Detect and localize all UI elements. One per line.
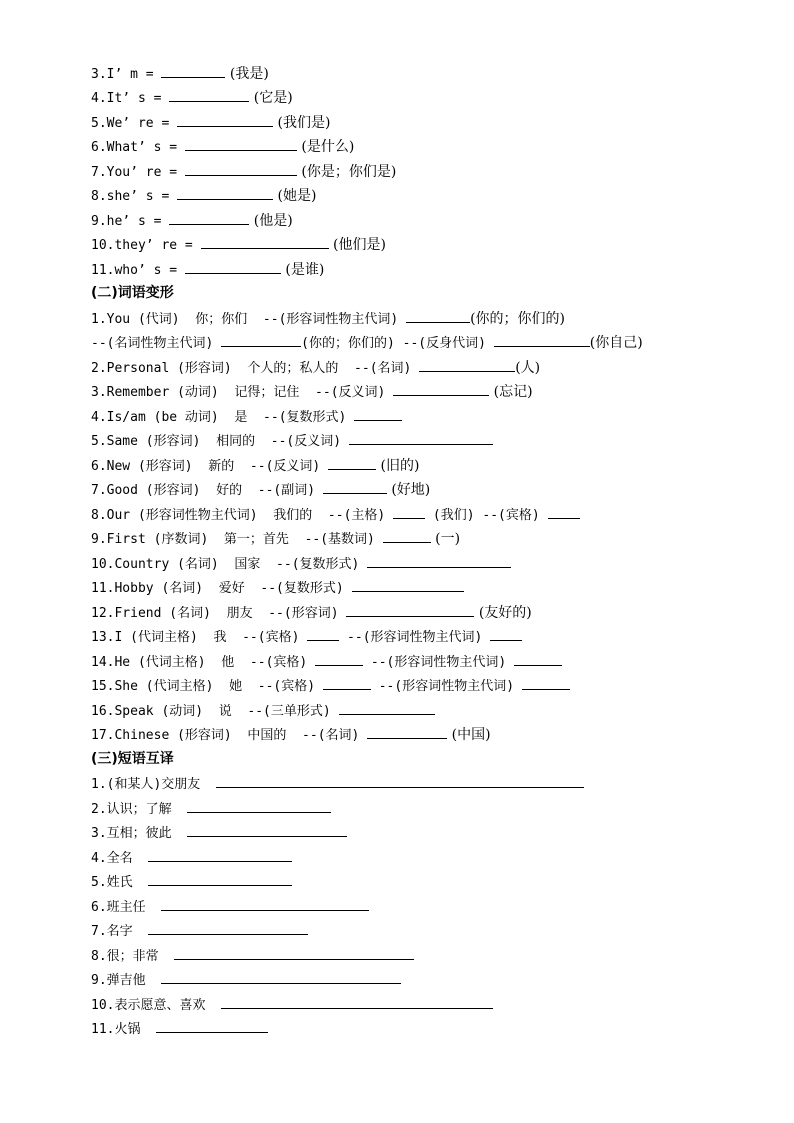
word-form-item: 17.Chinese (形容词) 中国的 --(名词) (中国) bbox=[91, 727, 491, 743]
answer-blank[interactable] bbox=[419, 359, 515, 372]
phrase-item: 1.(和某人)交朋友 bbox=[91, 775, 584, 793]
answer-blank[interactable] bbox=[161, 971, 401, 984]
phrase-item: 9.弹吉他 bbox=[91, 971, 401, 989]
contraction-item: 5.We’ re = (我们是) bbox=[91, 115, 331, 131]
answer-blank[interactable] bbox=[354, 408, 402, 421]
phrase-item: 5.姓氏 bbox=[91, 873, 292, 891]
answer-blank[interactable] bbox=[148, 849, 292, 862]
answer-blank[interactable] bbox=[383, 530, 431, 543]
word-form-item: 10.Country (名词) 国家 --(复数形式) bbox=[91, 555, 511, 573]
answer-blank[interactable] bbox=[393, 506, 425, 519]
answer-blank[interactable] bbox=[494, 334, 590, 347]
answer-blank[interactable] bbox=[339, 702, 435, 715]
answer-blank[interactable] bbox=[187, 824, 347, 837]
phrase-item: 2.认识；了解 bbox=[91, 800, 331, 818]
answer-blank[interactable] bbox=[148, 873, 292, 886]
answer-blank[interactable] bbox=[156, 1020, 268, 1033]
answer-blank[interactable] bbox=[185, 138, 297, 151]
answer-blank[interactable] bbox=[307, 628, 339, 641]
answer-blank[interactable] bbox=[216, 775, 584, 788]
phrase-item: 10.表示愿意、喜欢 bbox=[91, 996, 493, 1014]
word-form-item: 14.He (代词主格) 他 --(宾格) --(形容词性物主代词) bbox=[91, 653, 562, 671]
answer-blank[interactable] bbox=[161, 65, 225, 78]
answer-blank[interactable] bbox=[161, 898, 369, 911]
answer-blank[interactable] bbox=[514, 653, 562, 666]
answer-blank[interactable] bbox=[177, 187, 273, 200]
answer-blank[interactable] bbox=[393, 383, 489, 396]
answer-blank[interactable] bbox=[148, 922, 308, 935]
contraction-item: 6.What’ s = (是什么) bbox=[91, 139, 355, 155]
answer-blank[interactable] bbox=[367, 555, 511, 568]
word-form-item: 8.Our (形容词性物主代词) 我们的 --(主格) (我们) --(宾格) bbox=[91, 506, 580, 524]
answer-blank[interactable] bbox=[328, 457, 376, 470]
contraction-item: 3.I’ m = (我是) bbox=[91, 66, 269, 82]
phrase-item: 8.很；非常 bbox=[91, 947, 414, 965]
word-form-item: 6.New (形容词) 新的 --(反义词) (旧的) bbox=[91, 458, 420, 474]
phrase-item: 3.互相；彼此 bbox=[91, 824, 347, 842]
answer-blank[interactable] bbox=[352, 579, 464, 592]
phrase-item: 11.火锅 bbox=[91, 1020, 268, 1038]
word-form-item: 9.First (序数词) 第一；首先 --(基数词) (一) bbox=[91, 531, 461, 547]
answer-blank[interactable] bbox=[548, 506, 580, 519]
word-form-item: 5.Same (形容词) 相同的 --(反义词) bbox=[91, 432, 493, 450]
answer-blank[interactable] bbox=[221, 996, 493, 1009]
answer-blank[interactable] bbox=[185, 163, 297, 176]
word-form-item: 12.Friend (名词) 朋友 --(形容词) (友好的) bbox=[91, 605, 532, 621]
word-form-item: 13.I (代词主格) 我 --(宾格) --(形容词性物主代词) bbox=[91, 628, 522, 646]
answer-blank[interactable] bbox=[177, 114, 273, 127]
answer-blank[interactable] bbox=[349, 432, 493, 445]
word-form-item: 15.She (代词主格) 她 --(宾格) --(形容词性物主代词) bbox=[91, 677, 570, 695]
contraction-item: 8.she’ s = (她是) bbox=[91, 188, 317, 204]
answer-blank[interactable] bbox=[323, 677, 371, 690]
section-heading: (三)短语互译 bbox=[91, 751, 174, 767]
answer-blank[interactable] bbox=[187, 800, 331, 813]
contraction-item: 9.he’ s = (他是) bbox=[91, 213, 293, 229]
word-form-item: 4.Is/am (be 动词) 是 --(复数形式) bbox=[91, 408, 402, 426]
answer-blank[interactable] bbox=[169, 212, 249, 225]
phrase-item: 6.班主任 bbox=[91, 898, 369, 916]
phrase-item: 7.名字 bbox=[91, 922, 308, 940]
answer-blank[interactable] bbox=[406, 310, 470, 323]
answer-blank[interactable] bbox=[323, 481, 387, 494]
answer-blank[interactable] bbox=[315, 653, 363, 666]
contraction-item: 11.who’ s = (是谁) bbox=[91, 262, 325, 278]
answer-blank[interactable] bbox=[522, 677, 570, 690]
answer-blank[interactable] bbox=[201, 236, 329, 249]
phrase-item: 4.全名 bbox=[91, 849, 292, 867]
word-form-item: 3.Remember (动词) 记得；记住 --(反义词) (忘记) bbox=[91, 384, 533, 400]
word-form-item: 11.Hobby (名词) 爱好 --(复数形式) bbox=[91, 579, 464, 597]
contraction-item: 7.You’ re = (你是；你们是) bbox=[91, 164, 397, 180]
word-form-item: --(名词性物主代词) (你的；你们的) --(反身代词) (你自己) bbox=[91, 335, 643, 351]
answer-blank[interactable] bbox=[185, 261, 281, 274]
word-form-item: 7.Good (形容词) 好的 --(副词) (好地) bbox=[91, 482, 431, 498]
word-form-item: 16.Speak (动词) 说 --(三单形式) bbox=[91, 702, 435, 720]
answer-blank[interactable] bbox=[367, 726, 447, 739]
contraction-item: 4.It’ s = (它是) bbox=[91, 90, 293, 106]
contraction-item: 10.they’ re = (他们是) bbox=[91, 237, 386, 253]
answer-blank[interactable] bbox=[346, 604, 474, 617]
word-form-item: 2.Personal (形容词) 个人的；私人的 --(名词) (人) bbox=[91, 360, 541, 376]
answer-blank[interactable] bbox=[490, 628, 522, 641]
word-form-item: 1.You (代词) 你；你们 --(形容词性物主代词) (你的；你们的) bbox=[91, 311, 565, 327]
section-heading: (二)词语变形 bbox=[91, 285, 174, 301]
answer-blank[interactable] bbox=[169, 89, 249, 102]
answer-blank[interactable] bbox=[221, 334, 301, 347]
answer-blank[interactable] bbox=[174, 947, 414, 960]
